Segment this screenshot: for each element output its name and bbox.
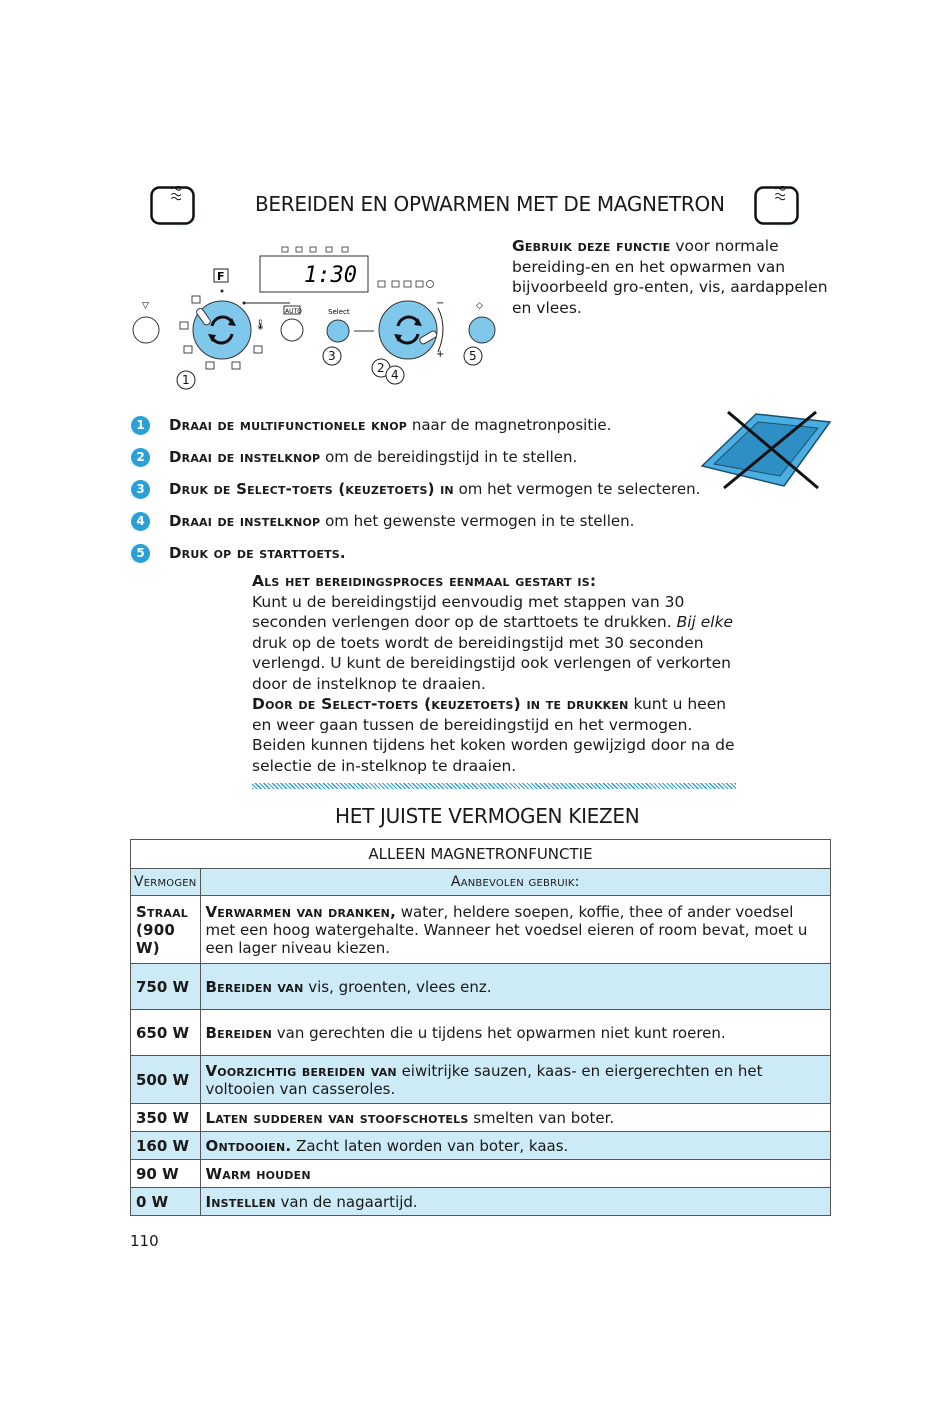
table-row xyxy=(131,1104,831,1132)
time-display: 1:30 xyxy=(304,263,357,288)
power-cell: 350 W xyxy=(131,1104,201,1132)
step-lead: Druk de Select-toets (keuzetoets) in xyxy=(169,480,454,498)
callout-5: 5 xyxy=(469,349,477,363)
usage-cell: Verwarmen van dranken, water, heldere soepen, koffie, thee of ander voedsel met een hoog watergehalte. Wanneer het voedsel eieren of room bevat, moet u een lager niveau kiezen. xyxy=(200,896,831,964)
table-caption: ALLEEN MAGNETRONFUNCTIE xyxy=(131,840,831,869)
step-4 xyxy=(131,511,634,531)
col-header-power: Vermogen xyxy=(131,869,201,896)
note-paragraph-1: Kunt u de bereidingstijd eenvoudig met stappen van 30 seconden verlengen door op de starttoets te drukken. Bij elke druk op de toets wordt de bereidingstijd met 30 seconden verlengd. U kunt de bereidingstijd ook verlengen of verkorten door de instelknop te draaien. xyxy=(252,592,734,693)
no-metal-tray-icon xyxy=(698,408,832,492)
table-row xyxy=(131,964,831,1010)
intro-lead: Gebruik deze functie xyxy=(512,237,671,255)
power-cell: Straal (900 W) xyxy=(131,896,201,964)
control-panel-diagram xyxy=(130,240,500,395)
start-icon: ◇ xyxy=(476,301,483,311)
step-2 xyxy=(131,447,577,467)
usage-cell: Bereiden van gerechten die u tijdens het opwarmen niet kunt roeren. xyxy=(200,1010,831,1056)
step-number: 5 xyxy=(131,544,150,563)
adjust-knob xyxy=(379,301,437,359)
table-row xyxy=(131,1132,831,1160)
table-row xyxy=(131,896,831,964)
power-cell: 160 W xyxy=(131,1132,201,1160)
page-title: BEREIDEN EN OPWARMEN MET DE MAGNETRON xyxy=(255,192,725,216)
step-number: 2 xyxy=(131,448,150,467)
note-heading: Als het bereidingsproces eenmaal gestart is: xyxy=(252,572,597,590)
power-cell: 0 W xyxy=(131,1188,201,1216)
page-number: 110 xyxy=(130,1232,159,1250)
step-number: 4 xyxy=(131,512,150,531)
f-label: F xyxy=(217,270,225,283)
step-lead: Draai de instelknop xyxy=(169,512,321,530)
step-text: om de bereidingstijd in te stellen. xyxy=(320,448,578,466)
power-cell: 90 W xyxy=(131,1160,201,1188)
power-cell: 500 W xyxy=(131,1056,201,1104)
usage-cell: Laten sudderen van stoofschotels smelten van boter. xyxy=(200,1104,831,1132)
svg-text:🌡: 🌡 xyxy=(254,320,267,331)
callout-2: 2 xyxy=(377,361,385,375)
step-text: naar de magnetronpositie. xyxy=(407,416,612,434)
table-row xyxy=(131,1010,831,1056)
step-5 xyxy=(131,543,346,563)
table-row xyxy=(131,1056,831,1104)
step-lead: Draai de multifunctionele knop xyxy=(169,416,408,434)
callout-1: 1 xyxy=(182,373,190,387)
plus-sign: + xyxy=(436,349,445,360)
microwave-icon xyxy=(150,186,196,226)
hatched-divider xyxy=(252,783,736,789)
usage-cell: Warm houden xyxy=(200,1160,831,1188)
minus-sign: − xyxy=(436,298,445,309)
col-header-usage: Aanbevolen gebruik: xyxy=(200,869,831,896)
step-lead: Draai de instelknop xyxy=(169,448,321,466)
callout-4: 4 xyxy=(391,368,399,382)
section-title: HET JUISTE VERMOGEN KIEZEN xyxy=(335,804,640,828)
step-number: 1 xyxy=(131,416,150,435)
microwave-icon xyxy=(754,186,800,226)
note-paragraph-2: Door de Select-toets (keuzetoets) in te drukken kunt u heen en weer gaan tussen de bereidingstijd en het vermogen. Beiden kunnen tijdens het koken worden gewijzigd door na de selectie de in-stelknop te draaien. xyxy=(252,695,735,775)
step-text: om het vermogen te selecteren. xyxy=(453,480,701,498)
step-1 xyxy=(131,415,611,435)
usage-cell: Voorzichtig bereiden van eiwitrijke sauzen, kaas- en eiergerechten en het voltooien van casseroles. xyxy=(200,1056,831,1104)
usage-cell: Ontdooien. Zacht laten worden van boter, kaas. xyxy=(200,1132,831,1160)
note-block xyxy=(252,571,736,776)
step-3 xyxy=(131,479,700,499)
step-number: 3 xyxy=(131,480,150,499)
select-label: Select xyxy=(328,308,350,316)
usage-cell: Bereiden van vis, groenten, vlees enz. xyxy=(200,964,831,1010)
usage-cell: Instellen van de nagaartijd. xyxy=(200,1188,831,1216)
step-text: om het gewenste vermogen in te stellen. xyxy=(320,512,635,530)
stop-icon: ▽ xyxy=(142,301,149,311)
intro-text xyxy=(512,236,830,318)
table-row xyxy=(131,1160,831,1188)
table-row xyxy=(131,1188,831,1216)
auto-label: AUTO xyxy=(285,308,302,315)
power-cell: 650 W xyxy=(131,1010,201,1056)
power-cell: 750 W xyxy=(131,964,201,1010)
intro-body: voor normale bereiding-en en het opwarmen van bijvoorbeeld gro-enten, vis, aardappelen en vlees. xyxy=(512,237,828,317)
step-lead: Druk op de starttoets. xyxy=(169,544,346,562)
power-table xyxy=(130,839,831,1216)
callout-3: 3 xyxy=(328,349,336,363)
